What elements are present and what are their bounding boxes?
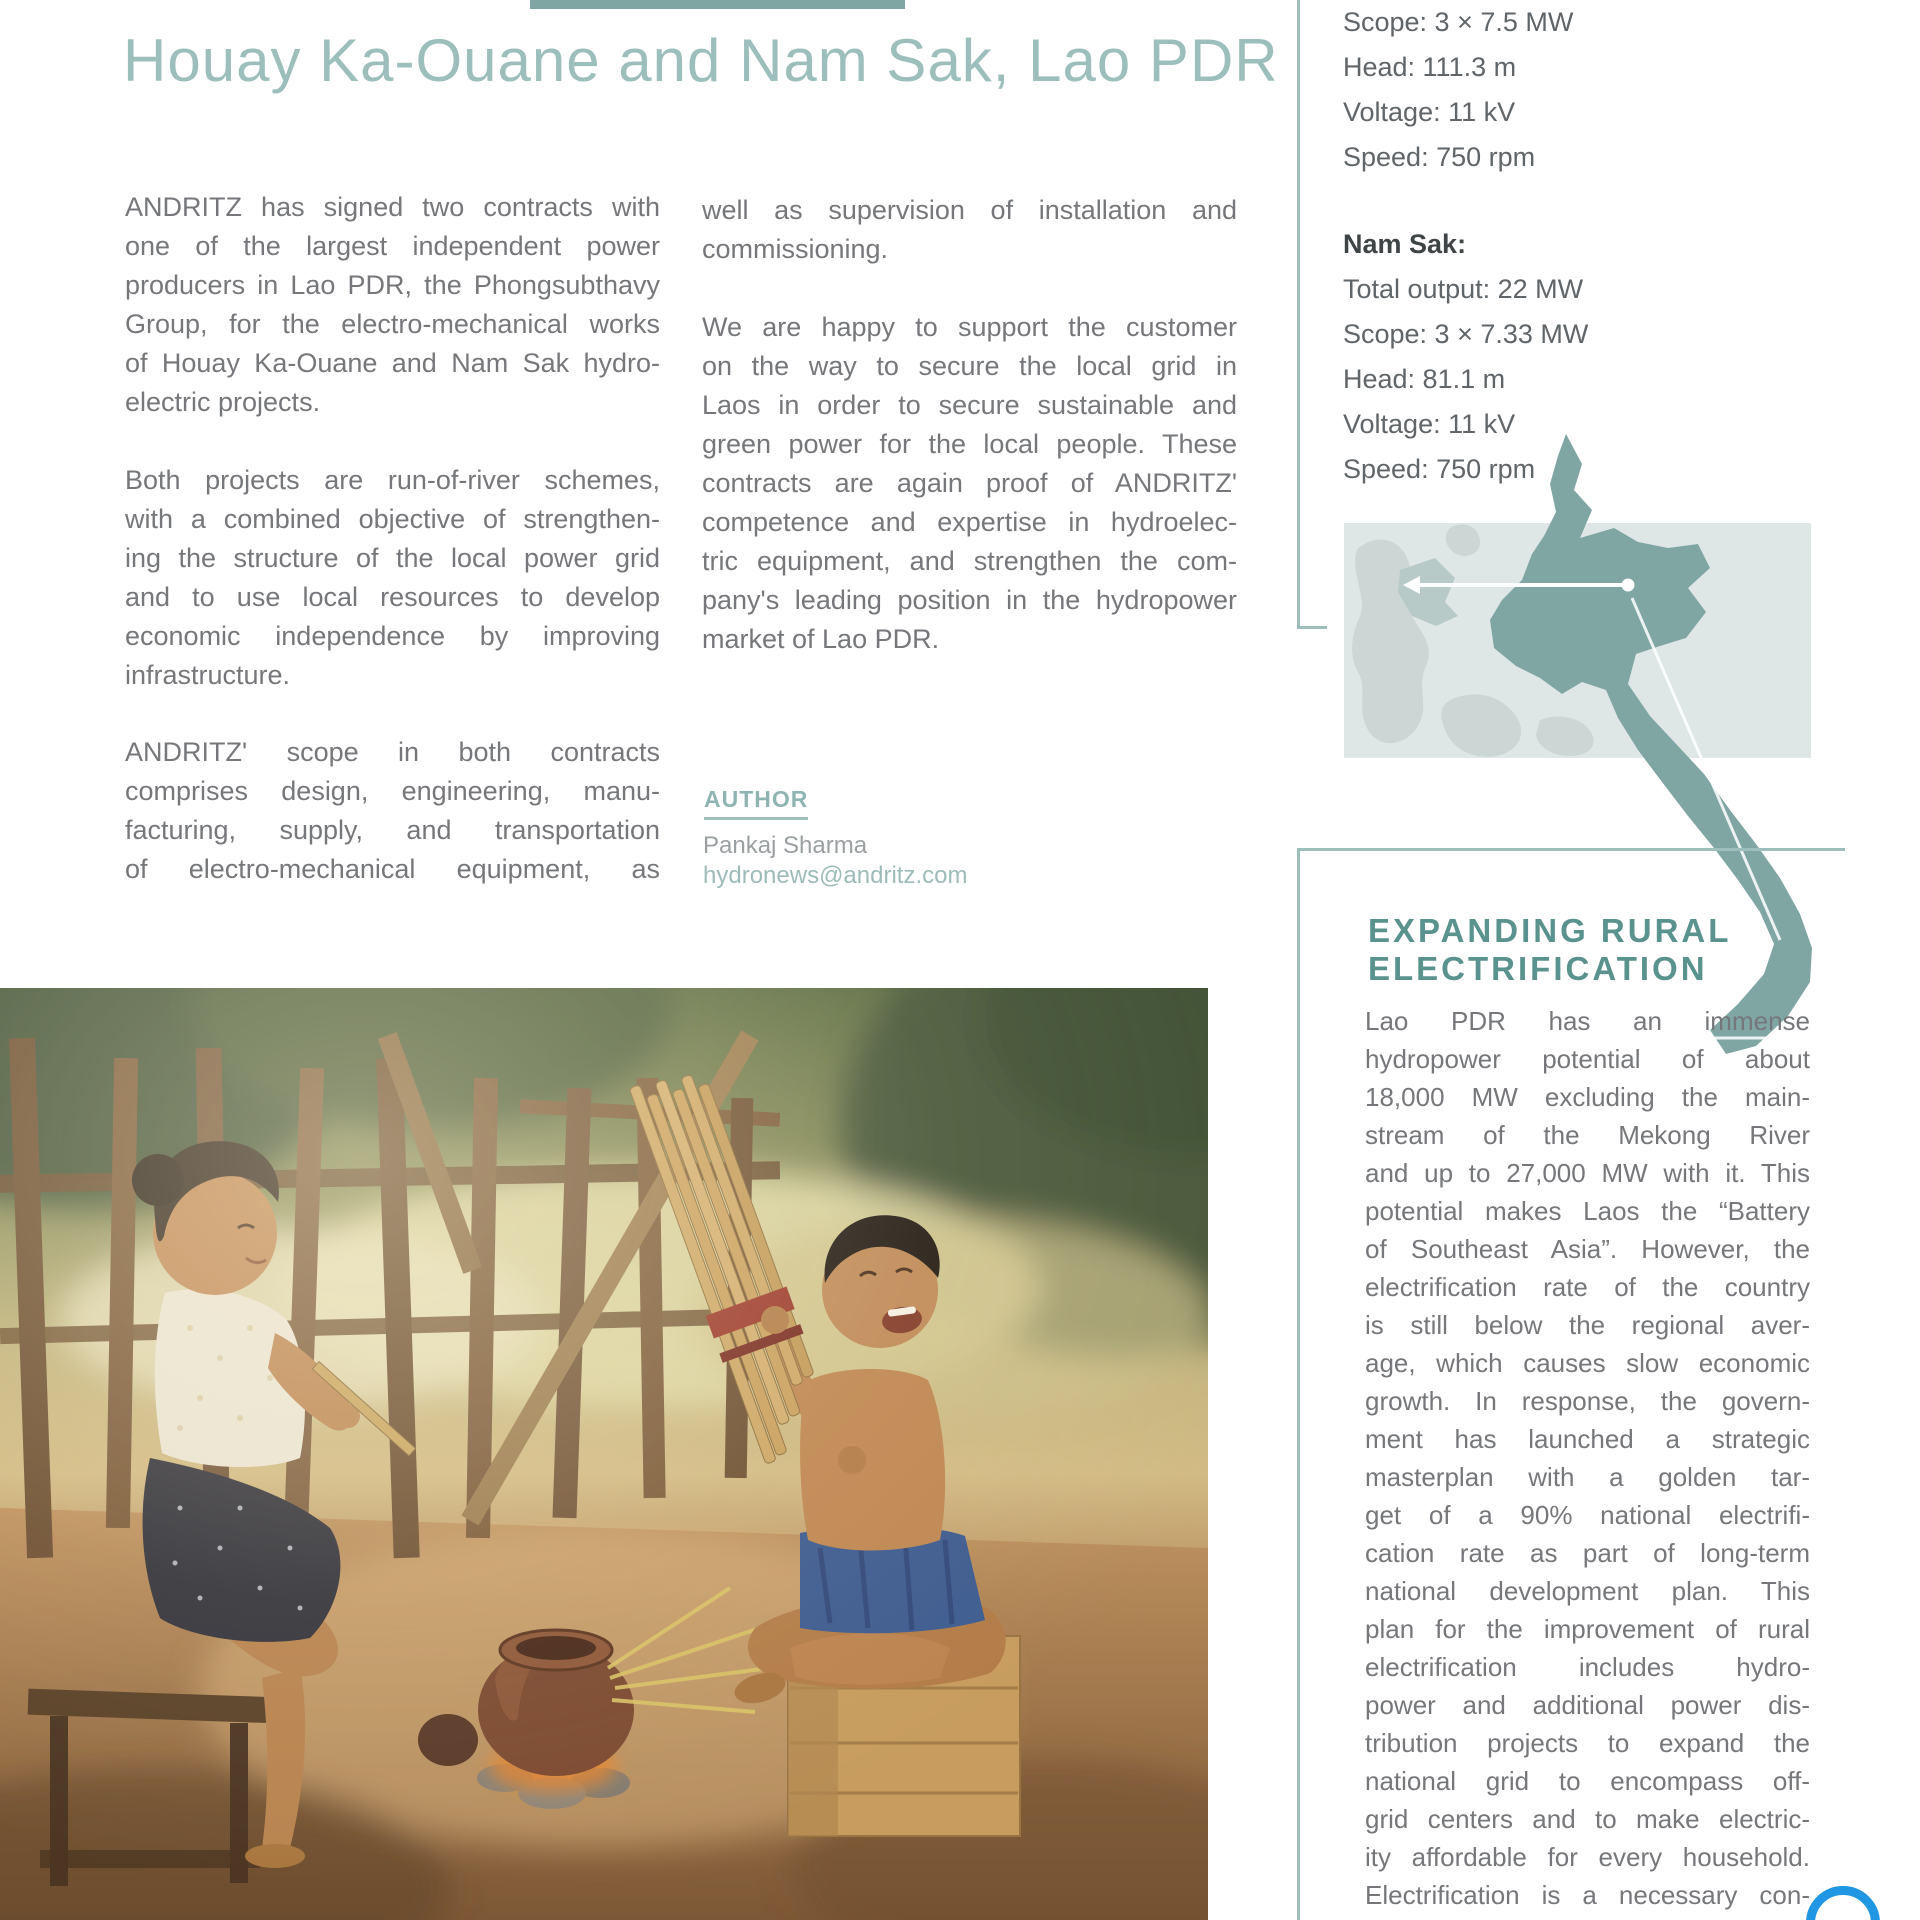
text-line: of electro-mechanical equipment, as — [125, 854, 660, 884]
article-col1-paragraph1 — [125, 188, 660, 422]
text-line: 18,000 MW excluding the main- — [1365, 1082, 1810, 1112]
text-line: contracts are again proof of ANDRITZ' — [702, 468, 1237, 498]
info-box-heading-line1: EXPANDING RURAL — [1368, 912, 1732, 949]
text-line: Voltage: 11 kV — [1343, 97, 1516, 127]
text-line: Laos in order to secure sustainable and — [702, 390, 1237, 420]
author-name: Pankaj Sharma — [703, 832, 868, 859]
info-box-body — [1365, 1002, 1810, 1914]
text-line: competence and expertise in hydroelec- — [702, 507, 1237, 537]
text-line: ANDRITZ has signed two contracts with — [125, 192, 660, 222]
text-line: Total output: 22 MW — [1343, 274, 1584, 304]
text-line: growth. In response, the govern- — [1365, 1386, 1810, 1416]
sunlight-overlay — [0, 988, 1208, 1920]
spec-list-project1 — [1343, 0, 1763, 180]
text-line: facturing, supply, and transportation — [125, 815, 660, 845]
text-line: is still below the regional aver- — [1365, 1310, 1810, 1340]
text-line: on the way to secure the local grid in — [702, 351, 1237, 381]
text-line: electrification includes hydro- — [1365, 1652, 1810, 1682]
text-line: tribution projects to expand the — [1365, 1728, 1810, 1758]
children-photo — [0, 988, 1208, 1920]
text-line: We are happy to support the customer — [702, 312, 1237, 342]
laos-map — [1240, 420, 1920, 1100]
text-line: well as supervision of installation and — [702, 195, 1237, 225]
text-line: cation rate as part of long-term — [1365, 1538, 1810, 1568]
text-line: producers in Lao PDR, the Phongsubthavy — [125, 270, 660, 300]
page-marker-circle-icon — [1806, 1886, 1880, 1920]
text-line: stream of the Mekong River — [1365, 1120, 1810, 1150]
info-box-heading-line2: ELECTRIFICATION — [1368, 950, 1708, 987]
text-line: one of the largest independent power — [125, 231, 660, 261]
text-line: electric projects. — [125, 387, 321, 417]
text-line: economic independence by improving — [125, 621, 660, 651]
text-line: with a combined objective of strengthen- — [125, 504, 660, 534]
text-line: Voltage: 11 kV — [1343, 409, 1516, 439]
article-col1-paragraph3 — [125, 733, 660, 889]
text-line: Electrification is a necessary con- — [1365, 1880, 1810, 1910]
info-box-top-border — [1297, 848, 1845, 851]
text-line: plan for the improvement of rural — [1365, 1614, 1810, 1644]
map-location-dot-icon — [1622, 579, 1635, 592]
text-line: Lao PDR has an immense — [1365, 1006, 1810, 1036]
info-box-heading — [1368, 912, 1731, 988]
text-line: Head: 81.1 m — [1343, 364, 1506, 394]
text-line: ment has launched a strategic — [1365, 1424, 1810, 1454]
text-line: and to use local resources to develop — [125, 582, 660, 612]
text-line: Group, for the electro-mechanical works — [125, 309, 660, 339]
article-col1-paragraph2 — [125, 461, 660, 695]
text-line: infrastructure. — [125, 660, 291, 690]
text-line: and up to 27,000 MW with it. This — [1365, 1158, 1810, 1188]
text-line: of Southeast Asia”. However, the — [1365, 1234, 1810, 1264]
text-line: ity affordable for every household. — [1365, 1842, 1810, 1872]
text-line: market of Lao PDR. — [702, 624, 940, 654]
text-line: Both projects are run-of-river schemes, — [125, 465, 660, 495]
top-decorative-bar — [530, 0, 905, 9]
text-line: ANDRITZ' scope in both contracts — [125, 737, 660, 767]
text-line: potential makes Laos the “Battery — [1365, 1196, 1810, 1226]
text-line: get of a 90% national electrifi- — [1365, 1500, 1810, 1530]
text-line: electrification rate of the country — [1365, 1272, 1810, 1302]
article-col2-paragraph2 — [702, 308, 1237, 659]
text-line: commissioning. — [702, 234, 889, 264]
text-line: of Houay Ka-Ouane and Nam Sak hydro- — [125, 348, 660, 378]
text-line: Scope: 3 × 7.5 MW — [1343, 7, 1574, 37]
text-line: Speed: 750 rpm — [1343, 454, 1536, 484]
text-line: hydropower potential of about — [1365, 1044, 1810, 1074]
page-title: Houay Ka-Ouane and Nam Sak, Lao PDR — [123, 27, 1279, 94]
spec-project2-name: Nam Sak: — [1343, 229, 1467, 259]
author-label: AUTHOR — [704, 786, 808, 820]
info-box-left-border — [1297, 848, 1300, 1920]
text-line: power and additional power dis- — [1365, 1690, 1810, 1720]
article-col2-paragraph1 — [702, 191, 1237, 269]
text-line: national grid to encompass off- — [1365, 1766, 1810, 1796]
text-line: age, which causes slow economic — [1365, 1348, 1810, 1378]
text-line: pany's leading position in the hydropower — [702, 585, 1237, 615]
text-line: Head: 111.3 m — [1343, 52, 1517, 82]
text-line: ing the structure of the local power grid — [125, 543, 660, 573]
text-line: Scope: 3 × 7.33 MW — [1343, 319, 1589, 349]
text-line: national development plan. This — [1365, 1576, 1810, 1606]
text-line: tric equipment, and strengthen the com- — [702, 546, 1237, 576]
text-line: masterplan with a golden tar- — [1365, 1462, 1810, 1492]
text-line: comprises design, engineering, manu- — [125, 776, 660, 806]
text-line: grid centers and to make electric- — [1365, 1804, 1810, 1834]
author-email-link[interactable]: hydronews@andritz.com — [703, 862, 968, 889]
text-line: green power for the local people. These — [702, 429, 1237, 459]
text-line: Speed: 750 rpm — [1343, 142, 1536, 172]
